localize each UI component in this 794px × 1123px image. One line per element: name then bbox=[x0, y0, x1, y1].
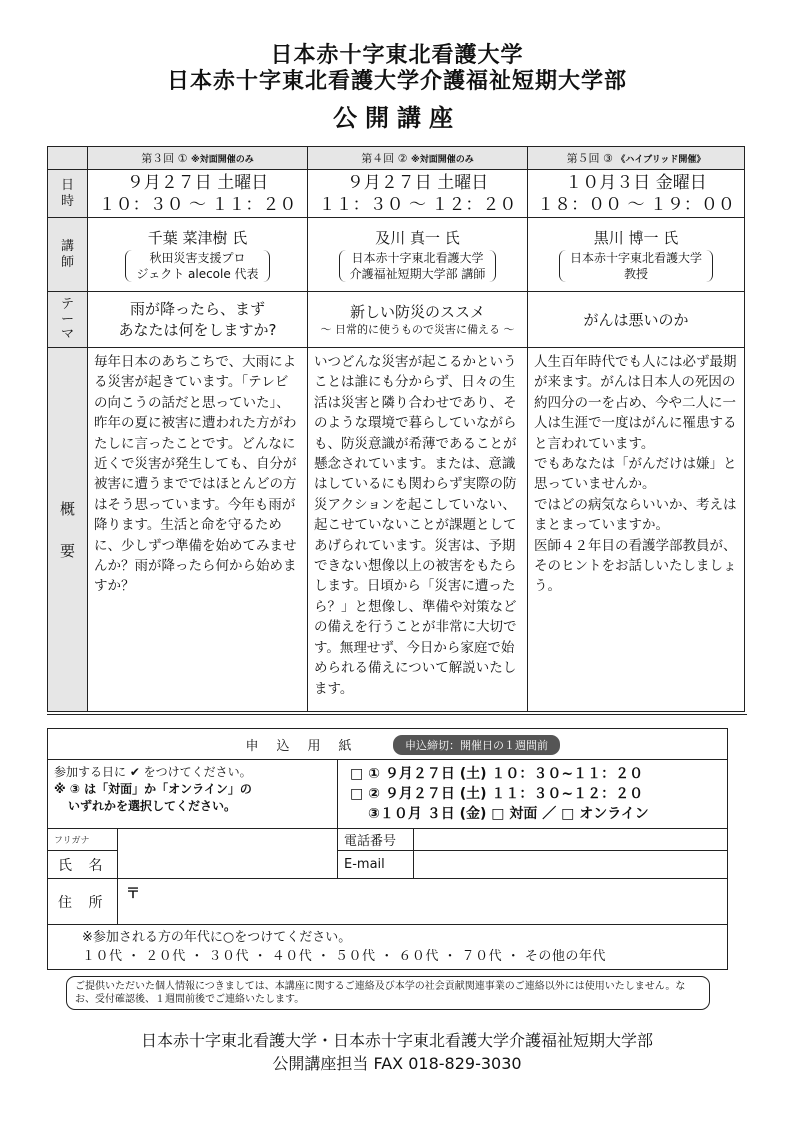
form-title-cell bbox=[48, 729, 728, 760]
email-field[interactable] bbox=[414, 851, 728, 879]
summary-cell: 人生百年時代でも人には必ず最期が来ます。がんは日本人の死因の約四分の一を占め、今や二人に一人は生涯で一度はがんに罹患すると言われています。 でもあなたは「がんだけは嫌」と思っていませんか。 ではどの病気ならいいか、考えはまとまっていますか。 医師４２年目の看護学部教員が、そのヒントをお話しいたしましょう。 bbox=[528, 348, 745, 712]
theme-cell: 雨が降ったら、まず あなたは何をしますか? bbox=[88, 292, 308, 348]
datetime-cell: １０月３日 金曜日 １８：００ ～ １９：００ bbox=[528, 170, 745, 218]
email-label: E-mail bbox=[338, 851, 414, 879]
footer-organizations: 日本赤十字東北看護大学・日本赤十字東北看護大学介護福祉短期大学部 bbox=[140, 1031, 653, 1050]
postal-mark: 〒 bbox=[126, 886, 140, 902]
theme-cell: がんは悪いのか bbox=[528, 292, 745, 348]
session-header-row bbox=[48, 147, 745, 170]
phone-field[interactable] bbox=[414, 829, 728, 851]
corner-cell bbox=[48, 147, 88, 170]
datetime-row bbox=[48, 170, 745, 218]
age-options[interactable]: １０代 ・ ２０代 ・ ３０代 ・ ４０代 ・ ５０代 ・ ６０代 ・ ７０代 ・ その他の年代 bbox=[82, 949, 606, 964]
option-1-checkbox[interactable]: □ ① ９月２７日 (土) １０：３０~１１：２０ bbox=[350, 766, 644, 782]
address-field[interactable] bbox=[118, 879, 728, 925]
row-label-datetime: 日 時 bbox=[48, 170, 88, 218]
theme-row bbox=[48, 292, 745, 348]
row-label-lecturer: 講 師 bbox=[48, 218, 88, 292]
instruction-cell bbox=[48, 760, 338, 829]
note-line1: ※ ③ は「対面」か「オンライン」の bbox=[54, 782, 252, 796]
lecturer-cell: 千葉 菜津樹 氏 秋田災害支援プロ ジェクト alecole 代表 bbox=[88, 218, 308, 292]
lecture-table bbox=[47, 146, 745, 712]
application-form bbox=[47, 728, 728, 970]
row-label-summary: 概 要 bbox=[48, 348, 88, 712]
phone-label: 電話番号 bbox=[338, 829, 414, 851]
title-junior-college: 日本赤十字東北看護大学介護福祉短期大学部 bbox=[166, 69, 627, 94]
note-line2: いずれかを選択してください。 bbox=[68, 799, 237, 813]
lecturer-cell: 黒川 博一 氏 日本赤十字東北看護大学 教授 bbox=[528, 218, 745, 292]
title-university: 日本赤十字東北看護大学 bbox=[270, 43, 524, 68]
session-cell: 第５回 ③ 《ハイブリッド開催》 bbox=[528, 147, 745, 170]
row-label-theme: テ ー マ bbox=[48, 292, 88, 348]
deadline-badge: 申込締切：開催日の１週間前 bbox=[393, 735, 560, 755]
age-selection-cell bbox=[48, 925, 728, 970]
summary-cell: 毎年日本のあちこちで、大雨による災害が起きています。「テレビの向こうの話だと思っていた」、昨年の夏に被害に遭われた方がわたしに言ったことです。どんなに近くで災害が発生しても、自分が被害に遭うまでではほとんどの方はそう思っています。今年も雨が降ります。生活と命を守るために、少しずつ準備を始めてみませんか？雨が降ったら何から始めますか？ bbox=[88, 348, 308, 712]
theme-cell: 新しい防災のススメ ～ 日常的に使うもので災害に備える ～ bbox=[308, 292, 528, 348]
address-label: 住 所 bbox=[48, 879, 118, 925]
footer-fax: 公開講座担当 FAX 018-829-3030 bbox=[272, 1054, 522, 1073]
datetime-cell: ９月２７日 土曜日 １０：３０ ～ １１：２０ bbox=[88, 170, 308, 218]
option-2-checkbox[interactable]: □ ② ９月２７日 (土) １１：３０~１２：２０ bbox=[350, 786, 644, 802]
session-cell: 第３回 ① ※対面開催のみ bbox=[88, 147, 308, 170]
datetime-cell: ９月２７日 土曜日 １１：３０ ～ １２：２０ bbox=[308, 170, 528, 218]
title-open-lecture: 公開講座 bbox=[333, 104, 461, 132]
privacy-notice: ご提供いただいた個人情報につきましては、本講座に関するご連絡及び本学の社会貢献関連事業のご連絡以外には使用いたしません。なお、受付確認後、１週間前後でご連絡いたします。 bbox=[66, 976, 710, 1010]
age-note: ※参加される方の年代に○をつけてください。 bbox=[82, 930, 352, 945]
date-options-cell bbox=[338, 760, 728, 829]
form-title: 申込用紙 bbox=[245, 738, 370, 754]
instruction-text: 参加する日に ✔ をつけてください。 bbox=[54, 765, 252, 779]
summary-row bbox=[48, 348, 745, 712]
furigana-label: フリガナ bbox=[48, 829, 118, 851]
name-label: 氏 名 bbox=[48, 851, 118, 879]
summary-cell: いつどんな災害が起こるかということは誰にも分からず、日々の生活は災害と隣り合わせであり、そのような環境で暮らしていながらも、防災意識が希薄であることが懸念されています。または、意識はしているにも関わらず実際の防災アクションを起こしていない、起こせていないことが課題としてあげられています。災害は、予期できない想像以上の被害をもたらします。日頃から「災害に遭ったら？」と想像し、準備や対策などの備えを行うことが非常に大切です。無理せず、今日から家庭で始められる備えについて解説いたします。 bbox=[308, 348, 528, 712]
option-3-checkbox[interactable]: ③１０月 ３日 (金) □ 対面 ／ □ オンライン bbox=[368, 806, 649, 822]
divider bbox=[47, 714, 747, 715]
session-cell: 第４回 ② ※対面開催のみ bbox=[308, 147, 528, 170]
lecturer-cell: 及川 真一 氏 日本赤十字東北看護大学 介護福祉短期大学部 講師 bbox=[308, 218, 528, 292]
name-field[interactable] bbox=[118, 829, 338, 879]
lecturer-row bbox=[48, 218, 745, 292]
